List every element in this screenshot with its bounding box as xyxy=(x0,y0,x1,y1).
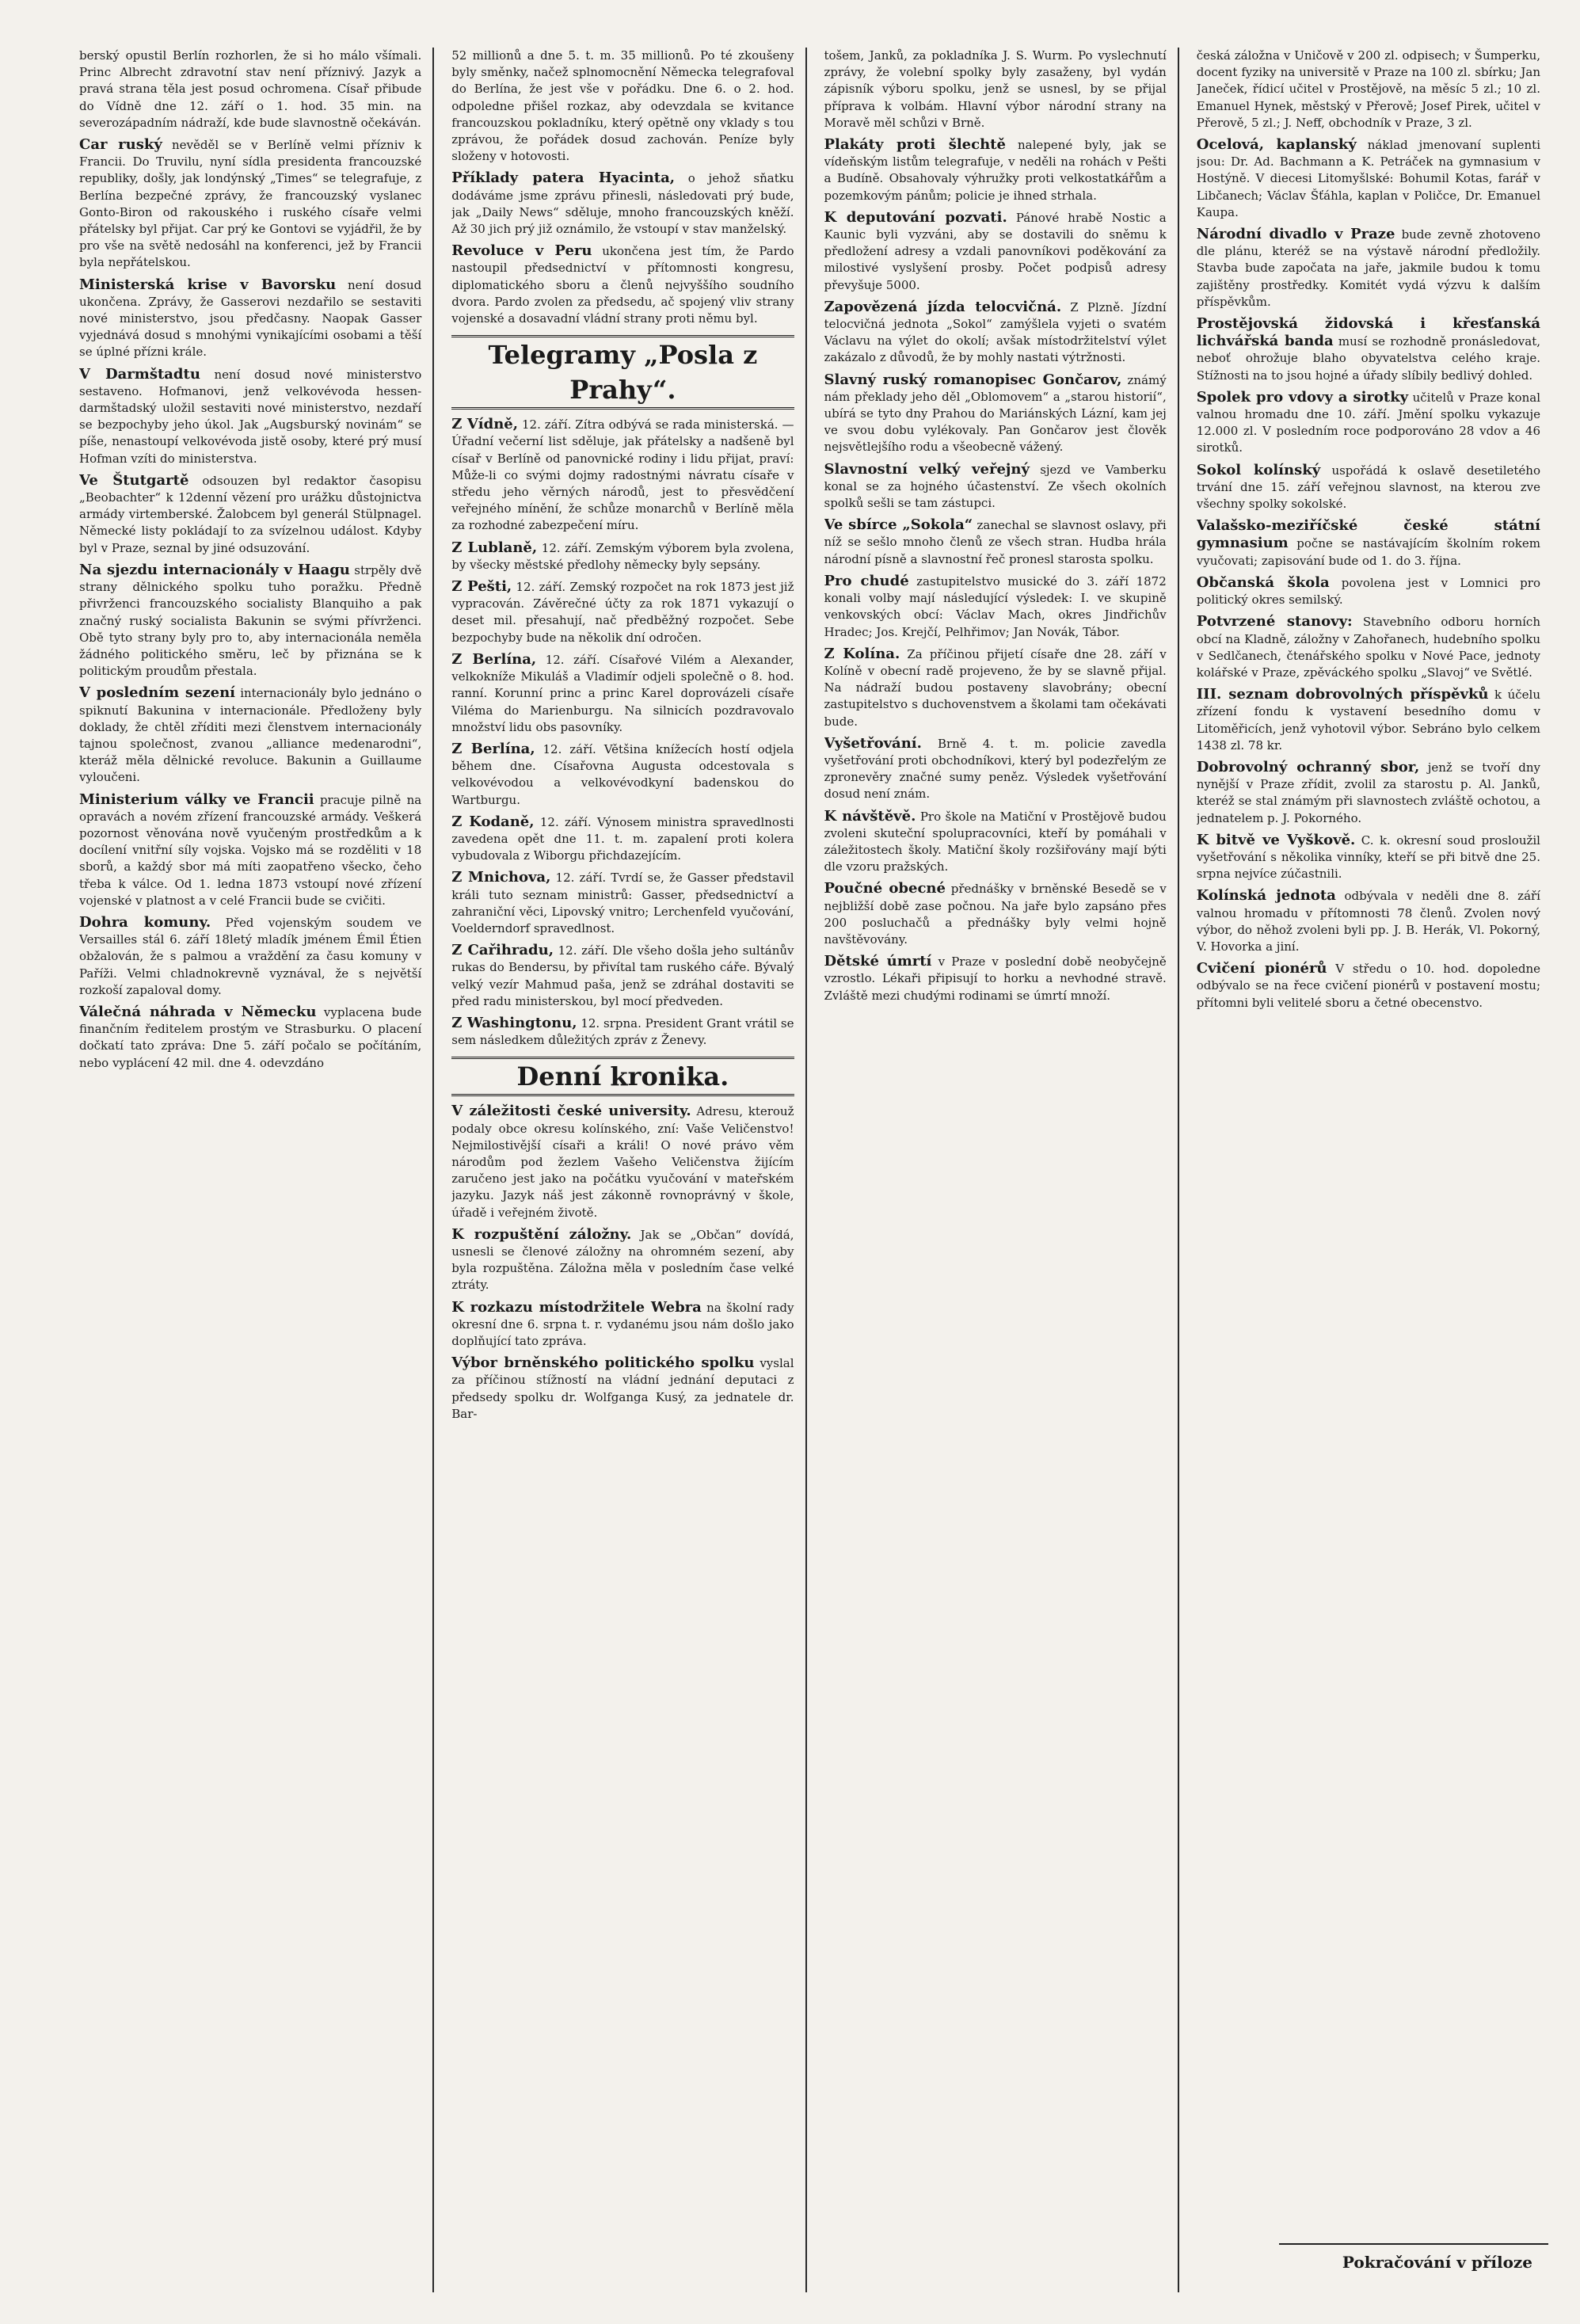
article-headline: K deputování pozvati. xyxy=(824,208,1007,226)
article-headline: Ve sbírce „Sokola“ xyxy=(824,516,973,534)
article-text: V středu o 10. hod. dopoledne odbývalo se na řece cvičení pionérů v postavení mostu; přítomni byli velitelé sboru a četné obecenstvo. xyxy=(1196,962,1540,1010)
article-text: 12. srpna. President Grant vrátil se sem následkem důležitých zpráv z Ženevy. xyxy=(451,1015,794,1048)
article-headline: Cvičení pionérů xyxy=(1196,960,1327,977)
article-paragraph xyxy=(824,371,1167,456)
article-paragraph xyxy=(451,1226,794,1294)
article-text: náklad jmenovaní suplenti jsou: Dr. Ad. Bachmann a K. Petráček na gymnasium v Hostýně. V diecesi Litomyšlské: Bohumil Kotas, farář v Libčanech; Václav Šťáhla, kaplan v Poličce, Dr. Emanuel Kaupa. xyxy=(1196,138,1540,219)
article-text: 12. září. Zítra odbývá se rada ministerská. — Úřadní večerní list sděluje, jak přátelsky a nadšeně byl císař v Berlíně od panovnické rodiny i lidu přijat, praví: Může-li co svými dojmy radostnými návratu císaře v středu jeho věrných národů, jest to přesvědčení veřejného mínění, že schůze monarchů v Berlíně měla za rozhodné zabezpečení míru. xyxy=(451,417,794,533)
article-headline: Z Washingtonu, xyxy=(451,1014,577,1031)
article-headline: Slavný ruský romanopisec Gončarov, xyxy=(824,371,1122,388)
article-text: internacionály bylo jednáno o spiknutí Bakunina v internacionále. Předloženy byly doklady, že chtěl zříditi mezi členstvem internacionály tajnou společnost, zvanou „alliance medenarodni“, kteráž měla dělnické revoluce. Bakunin a Guillaume vyloučeni. xyxy=(79,686,422,785)
article-text: nalepené byly, jak se vídeňským listům telegrafuje, v neděli na rohách v Pešti a Budíně. Obsahovaly výhružky proti velkostatkářům a pozemkovým pánům; policie je ihned strhala. xyxy=(824,138,1167,203)
article-text: počne se nastávajícím školním rokem vyučovati; zapisování bude od 1. do 3. října. xyxy=(1196,536,1540,568)
article-headline: V Darmštadtu xyxy=(79,365,200,383)
article-text: učitelů v Praze konal valnou hromadu dne 10. září. Jmění spolku vykazuje 12.000 zl. V posledním roce podporováno 28 vdov a 46 sirotků. xyxy=(1196,390,1540,455)
article-text: Stavebního odboru horních obcí na Kladně, záložny v Zahořanech, hudebního spolku v Sedlčanech, čtenářského spolku v Nové Pace, jednoty kolářské v Praze, zpěváckého spolku „Slavoj“ ve Světlé. xyxy=(1196,615,1540,680)
article-headline: Spolek pro vdovy a sirotky xyxy=(1196,388,1409,406)
article-paragraph xyxy=(1197,960,1540,1012)
article-paragraph xyxy=(451,1354,794,1423)
article-headline: Prostějovská židovská i křesťanská lichvářská banda xyxy=(1196,315,1540,350)
article-headline: Z Pešti, xyxy=(451,578,512,596)
article-headline: V záležitosti české university. xyxy=(451,1103,691,1120)
article-text: Adresu, kterouž podaly obce okresu kolínského, zní: Vaše Veličenstvo! Nejmilostivější císaři a králi! O nové právo věm národům pod žezlem Vašeho Veličenstva žijícím zaručeno jest jako na počátku vyučování v mateřském jazyku. Jazyk náš jest zákonně rovnoprávný v škole, úřadě i veřejném životě. xyxy=(451,1104,794,1220)
article-headline: Z Cařihradu, xyxy=(451,942,554,959)
article-paragraph xyxy=(79,914,421,999)
article-text: ukončena jest tím, že Pardo nastoupil předsednictví v přítomnosti kongresu, diplomatického sboru a členů nejvyššího soudního dvora. Pardo zvolen za předsedu, ač spojený vliv strany vojenské a dosavadní vládní strany proti němu byl. xyxy=(451,244,794,326)
article-paragraph xyxy=(824,735,1167,803)
article-headline: Slavnostní velký veřejný xyxy=(824,460,1030,478)
article-text: přednášky v brněnské Besedě se v nejbližší době zase počnou. Na jaře bylo zapsáno přes 200 posluchačů a přednášky byly velmi hojně navštěvovány. xyxy=(824,882,1167,947)
article-headline: Na sjezdu internacionály v Haagu xyxy=(79,561,350,578)
article-headline: Občanská škola xyxy=(1196,573,1330,591)
article-text: známý nám překlady jeho děl „Oblomovem“ a „starou historií“, ubírá se tyto dny Prahou do Mariánských Lázní, kam jej ve svou dobu vylékovaly. Pan Gončarov jest člověk nejsvětlejšího rodu a všeobecně vážený. xyxy=(824,372,1167,455)
article-paragraph xyxy=(451,539,794,573)
article-text: sjezd ve Vamberku konal se za hojného účastenství. Ze všech okolních spolků sešli se tam zástupci. xyxy=(824,462,1167,511)
section-title: Telegramy „Posla z Prahy“. xyxy=(451,335,794,410)
article-headline: Ministerium války ve Francii xyxy=(79,791,314,808)
article-headline: K bitvě ve Vyškově. xyxy=(1196,831,1356,848)
article-headline: V posledním sezení xyxy=(79,684,236,702)
article-text: není dosud ukončena. Zprávy, že Gasserovi nezdařilo se sestaviti nové ministerstvo, jsou předčasny. Naopak Gasser vyjednává dosud s mnohými vynikajícími osobami a těší se úplné přízni krále. xyxy=(79,277,422,360)
article-headline: Pro chudé xyxy=(824,572,909,589)
section-title: Denní kronika. xyxy=(451,1057,794,1096)
article-paragraph xyxy=(451,48,794,165)
article-paragraph xyxy=(824,516,1167,568)
article-paragraph xyxy=(451,170,794,238)
article-headline: Poučné obecné xyxy=(824,880,946,897)
article-text: Za příčinou přijetí císaře dne 28. září v Kolíně v obecní radě projeveno, že by se slavně přijal. Na nádraží budou postaveny slavobrány; obecní zastupitelstvo s duchovenstvem a školami tam očekávati bude. xyxy=(824,646,1167,729)
article-paragraph xyxy=(824,953,1167,1004)
article-headline: Dobrovolný ochranný sbor, xyxy=(1196,758,1420,775)
article-text: jenž se tvoří dny nynější v Praze zřídit, zvolil za starostu p. Al. Janků, kteréž se stal známým při slavnostech zvláště ochotou, a jednatelem p. J. Pokorného. xyxy=(1196,760,1540,825)
article-paragraph xyxy=(1197,574,1540,608)
article-text: 12. září. Zemský rozpočet na rok 1873 jest již vypracován. Závěrečné účty za rok 1871 vykazují o deset mil. přesahují, nač předběžný rozpočet. Sebe bezpochyby bude na několik dní odročen. xyxy=(451,580,794,645)
article-paragraph xyxy=(451,869,794,937)
article-headline: Ocelová, kaplanský xyxy=(1196,136,1357,154)
article-headline: K rozkazu místodržitele Webra xyxy=(451,1298,702,1316)
article-text: v Praze v poslední době neobyčejně vzrostlo. Lékaři připisují to horku a nevhodné stravě. Zvláště mezi chudými rodinami se úmrtí množí. xyxy=(824,954,1167,1003)
article-headline: Sokol kolínský xyxy=(1196,461,1321,478)
article-paragraph xyxy=(451,1103,794,1221)
article-headline: Národní divadlo v Praze xyxy=(1196,226,1395,243)
article-text: na školní rady okresní dne 6. srpna t. r. vydanému jsou nám došlo jako doplňující tato zpráva. xyxy=(451,1300,794,1348)
article-text: zastupitelstvo musické do 3. září 1872 konali volby mají následující výsledek: I. ve skupině venkovských obcí: Václav Mach, okres Jindřichův Hradec; Jos. Krejčí, Pelhřimov; Jan Novák, Tábor. xyxy=(824,573,1167,639)
article-headline: Z Kodaně, xyxy=(451,813,535,830)
article-headline: K rozpuštění záložny. xyxy=(451,1225,632,1243)
article-text: nevěděl se v Berlíně velmi přízniv k Francii. Do Truvilu, nyní sídla presidenta francouzské republiky, došly, jak londýnský „Times“ se telegrafuje, z Berlína bezpečné zprávy, že francouzský vyslanec Gonto-Biron od rakouského i ruského císaře velmi přátelsky byl přijat. Car prý ke Gontovi se vyjádřil, že by pro vše na světě nedosáhl na konferenci, jež by Francii byla nepřátelskou. xyxy=(79,138,422,270)
article-headline: Valašsko-meziříčské české státní gymnasium xyxy=(1196,517,1540,552)
article-paragraph xyxy=(824,646,1167,730)
article-text: není dosud nové ministerstvo sestaveno. Hofmanovi, jenž velkovévoda hessen-darmštadský uložil sestaviti nové ministerstvo, nezdaří se bezpochyby jeho úkol. Jak „Augsburský novinám“ se píše, nenastoupí velkovévoda jistě osoby, které prý musí Hofman vzíti do ministerstva. xyxy=(79,367,422,466)
article-paragraph xyxy=(824,461,1167,512)
article-paragraph xyxy=(824,48,1167,131)
article-paragraph xyxy=(1197,832,1540,883)
column-4 xyxy=(1197,48,1551,2292)
continuation-note: Pokračování v příloze xyxy=(1342,2253,1532,2272)
article-text: Před vojenským soudem ve Versailles stál 6. září 18letý mladík jménem Émil Étien obžalován, že s palmou a vraždění za času komuny v Paříži. Velmi chladnokrevně vyznával, že s největší rozkoší zapaloval domy. xyxy=(79,915,422,997)
article-headline: Z Mnichova, xyxy=(451,869,551,886)
article-headline: Příklady patera Hyacinta, xyxy=(451,170,676,187)
article-text: C. k. okresní soud prosloužil vyšetřování s několika vinníky, kteří se při bitvě dne 25. srpna nejvíce zúčastnili. xyxy=(1196,832,1540,882)
column-2 xyxy=(451,48,806,2292)
article-text: odsouzen byl redaktor časopisu „Beobachter“ k 12denní vězení pro urážku důstojnictva armády virtemberské. Žalobcem byl generál Stülpnagel. Německé listy pokládají to za svízelnou událost. Kdyby byl v Praze, seznal by jiné odsuzování. xyxy=(79,473,422,555)
article-text: strpěly dvě strany dělnického spolku tuho poražku. Předně přivrženci francouzského socialisty Blanquiho a pak značný ruský socialista Bakunin se svými přívrženci. Obě tyto strany byly pro to, aby internacionála neměla žádného politického směru, leč by přiznána se k politickým proudům přestala. xyxy=(79,562,422,679)
article-headline: Výbor brněnského politického spolku xyxy=(451,1354,755,1372)
article-paragraph xyxy=(79,276,421,361)
article-paragraph xyxy=(451,416,794,534)
article-paragraph xyxy=(79,1004,421,1072)
article-headline: Plakáty proti šlechtě xyxy=(824,136,1006,154)
article-headline: Dětské úmrtí xyxy=(824,953,932,970)
article-text: 12. září. Zemským výborem byla zvolena, by všecky městské předlohy německy byly sepsány. xyxy=(451,540,794,572)
article-headline: K návštěvě. xyxy=(824,807,916,825)
article-headline: Potvrzené stanovy: xyxy=(1196,613,1353,631)
article-paragraph xyxy=(451,813,794,865)
article-text: Jak se „Občan“ dovídá, usnesli se členové záložny na ohromném sezení, aby byla rozpuštěna. Záložna měla v posledním čase velké ztráty. xyxy=(451,1227,794,1293)
article-paragraph xyxy=(824,573,1167,641)
article-paragraph xyxy=(79,791,421,909)
article-paragraph xyxy=(79,562,421,680)
column-1 xyxy=(79,48,434,2292)
article-text: 12. září. Výnosem ministra spravedlnosti zavedena opět dne 11. t. m. zapalení proti kolera vybudovala z Wiborgu přichdazejícím. xyxy=(451,814,794,863)
article-paragraph xyxy=(1197,136,1540,221)
article-headline: Ministerská krise v Bavorsku xyxy=(79,276,337,293)
article-paragraph xyxy=(1197,48,1540,131)
article-text: odbývala v neděli dne 8. září valnou hromadu v přítomnosti 78 členů. Zvolen nový výbor, do něhož zvoleni byli pp. J. B. Herák, Vl. Pokorný, V. Hovorka a jiní. xyxy=(1196,889,1540,954)
article-paragraph xyxy=(824,136,1167,204)
article-text: berský opustil Berlín rozhorlen, že si ho málo všímali. Princ Albrecht zdravotní stav není příznivý. Jazyk a pravá strana těla jest posud ochromena. Císař přibude do Vídně dne 12. září o 1. hod. 35 min. na severozápadním nádraží, kde bude slavnostně očekáván. xyxy=(79,48,422,130)
article-text: bude zevně zhotoveno dle plánu, kteréž se na výstavě národní předložily. Stavba bude započata na jaře, jakmile budou k tomu zajištěny prostředky. Komitét vydá výzvu k dalším příspěvkům. xyxy=(1196,227,1540,309)
article-paragraph xyxy=(451,578,794,646)
article-text: vyplacena bude finančním ředitelem prostým ve Strasburku. O placení dočkatí tato zpráva: Dne 5. září počalo se počítáním, nebo vyplácení 42 mil. dne 4. odevzdáno xyxy=(79,1004,422,1070)
article-paragraph xyxy=(1197,759,1540,827)
article-paragraph xyxy=(824,209,1167,294)
article-text: 12. září. Císařové Vilém a Alexander, velkokníže Mikuláš a Vladimír odjeli společně o 8. hod. ranní. Korunní princ a princ Karel doprovázeli císaře Viléma do Marienburgu. Na silnicích pozdravovalo množství lidu obs pasovníky. xyxy=(451,652,794,734)
article-text: Pánové hrabě Nostic a Kaunic byli vyzváni, aby se dostavili do sněmu k předložení adresy a vzdali panovníkovi poděkování za milostivé vyslyšení prosby. Počet podpisů adresy převyšuje 5000. xyxy=(824,210,1167,292)
article-headline: Z Berlína, xyxy=(451,650,537,668)
article-headline: Z Berlína, xyxy=(451,740,535,757)
article-columns xyxy=(79,48,1551,2292)
article-paragraph xyxy=(451,741,794,809)
article-paragraph xyxy=(79,48,421,131)
article-paragraph xyxy=(451,242,794,327)
article-paragraph xyxy=(824,808,1167,876)
article-text: Pro škole na Matiční v Prostějově budou zvoleni skuteční spolupracovníci, kteří by pomáhali v záležitostech školy. Matiční školy rozšiřovány mají býti dle vzoru pražských. xyxy=(824,809,1167,874)
article-text: zanechal se slavnost oslavy, při níž se sešlo mnoho členů ze všech stran. Hudba hrála národní písně a slavnostní řeč pronesl starosta spolku. xyxy=(824,518,1167,566)
article-paragraph xyxy=(1197,613,1540,681)
article-paragraph xyxy=(79,136,421,272)
article-text: musí se rozhodně pronásledovat, neboť ohrožuje blaho obyvatelstva celého kraje. Stížnosti na to jsou hojné a úřady slíbily bedlivý dohled. xyxy=(1196,334,1540,383)
article-text: 12. září. Tvrdí se, že Gasser představil králi tuto seznam ministrů: Gasser, předsednictví a zahraniční věci, Lipovský vnitro; Lerchenfeld vyučování, Voelderndorf spravedlnost. xyxy=(451,871,794,935)
article-headline: Válečná náhrada v Německu xyxy=(79,1003,317,1020)
footer-divider xyxy=(1279,2243,1548,2245)
article-paragraph xyxy=(824,299,1167,367)
article-headline: Dohra komuny. xyxy=(79,913,211,931)
article-paragraph xyxy=(1197,686,1540,754)
article-headline: Z Kolína. xyxy=(824,645,900,662)
article-headline: Car ruský xyxy=(79,136,162,154)
article-paragraph xyxy=(1197,517,1540,570)
article-paragraph xyxy=(1197,315,1540,384)
article-paragraph xyxy=(1197,462,1540,513)
article-text: pracuje pilně na opravách a novém zřízení francouzské armády. Veškerá pozornost věnována nově vyučeným prostředkům a k docílení vnitřní síly vojska. Vojsko má se rozděliti v 18 sborů, a každý sbor má míti zaopatřeno všecko, čeho třeba k válce. Od 1. ledna 1873 vstoupí nové zřízení vojenské v platnost a v celé Francii bude se cvičiti. xyxy=(79,792,422,908)
article-paragraph xyxy=(79,472,421,557)
article-text: uspořádá k oslavě desetiletého trvání dne 15. září veřejnou slavnost, na kterou zve všechny spolky sokolské. xyxy=(1196,463,1540,512)
article-text: vyslal za příčinou stížností na vládní jednání deputaci z předsedy spolku dr. Wolfganga Kusý, za jednatele dr. Bar- xyxy=(451,1356,794,1421)
article-text: 12. září. Dle všeho došla jeho sultánův rukas do Bendersu, by přivítal tam ruského cáře. Bývalý velký vezír Mahmud paša, jenž se zdráhal dostaviti se před radu ministerskou, byl mocí předveden. xyxy=(451,943,794,1008)
article-headline: III. seznam dobrovolných příspěvků xyxy=(1196,686,1489,703)
article-text: česká záložna v Uničově v 200 zl. odpisech; v Šumperku, docent fyziky na universitě v Praze na 100 zl. sbírku; Jan Janeček, řídicí učitel v Prostějově, na měsíc 5 zl.; 10 zl. Emanuel Hynek, městský v Přerově; Josef Pirek, učitel v Přerově, 5 zl.; J. Neff, obchodník v Praze, 3 zl. xyxy=(1196,48,1540,130)
article-text: Brně 4. t. m. policie zavedla vyšetřování proti obchodníkovi, který byl podezřelým ze zpronevěry značné sumy peněz. Výsledek vyšetřování dosud není znám. xyxy=(824,736,1167,802)
article-headline: Vyšetřování. xyxy=(824,734,922,752)
article-headline: Kolínská jednota xyxy=(1196,887,1336,905)
article-paragraph xyxy=(451,651,794,736)
article-paragraph xyxy=(451,1015,794,1049)
article-text: k účelu zřízení fondu k vystavení besedního domu v Litoměřicích, jenž vyhotovil výbor. Sebráno bylo celkem 1438 zl. 78 kr. xyxy=(1196,688,1540,752)
article-text: tošem, Janků, za pokladníka J. S. Wurm. Po vyslechnutí zprávy, že volební spolky byly zasaženy, byl vydán zápisník výboru spolku, jenž se usnesl, by se přijal příprava k volbám. Hlavní výbor národní strany na Moravě měl schůzi v Brně. xyxy=(824,48,1167,130)
column-3 xyxy=(824,48,1179,2292)
article-text: o jehož sňatku dodáváme jsme zprávu přinesli, následovati prý bude, jak „Daily News“ sděluje, mnoho francouzských kněží. Až 30 jich prý již oznámilo, že vstoupí v stav manželský. xyxy=(451,171,794,237)
article-text: 12. září. Většina knížecích hostí odjela během dne. Císařovna Augusta odcestovala s velkovévodou a velkovévodkyní badenskou do Wartburgu. xyxy=(451,741,794,807)
article-text: 52 millionů a dne 5. t. m. 35 millionů. Po té zkoušeny byly směnky, načež splnomocnění Německa telegrafoval do Berlína, že jest vše v pořádku. Dne 6. o 2. hod. odpoledne přišel rozkaz, aby odevzdala se kvitance francouzskou pokladníku, který opětně ony vklady s tou zprávou, že pořádek dosud zachován. Peníze byly složeny v hotovosti. xyxy=(451,48,794,164)
article-paragraph xyxy=(79,684,421,786)
article-headline: Revoluce v Peru xyxy=(451,242,592,260)
article-text: povolena jest v Lomnici pro politický okres semilský. xyxy=(1196,575,1540,608)
article-paragraph xyxy=(451,942,794,1010)
article-headline: Zapovězená jízda telocvičná. xyxy=(824,298,1062,315)
article-headline: Ve Štutgartě xyxy=(79,471,189,489)
article-paragraph xyxy=(824,880,1167,948)
article-paragraph xyxy=(451,1299,794,1351)
article-headline: Z Lublaně, xyxy=(451,539,538,556)
article-paragraph xyxy=(79,366,421,467)
article-paragraph xyxy=(1197,887,1540,955)
article-headline: Z Vídně, xyxy=(451,416,519,433)
article-text: Z Plzně. Jízdní telocvičná jednota „Sokol“ zamýšlela vyjeti o svatém Václavu na výlet do okolí; avšak místodržitelství výlet zakázalo z důvodů, že by mohly nastati výtržnosti. xyxy=(824,299,1167,365)
article-paragraph xyxy=(1197,389,1540,457)
article-paragraph xyxy=(1197,226,1540,311)
